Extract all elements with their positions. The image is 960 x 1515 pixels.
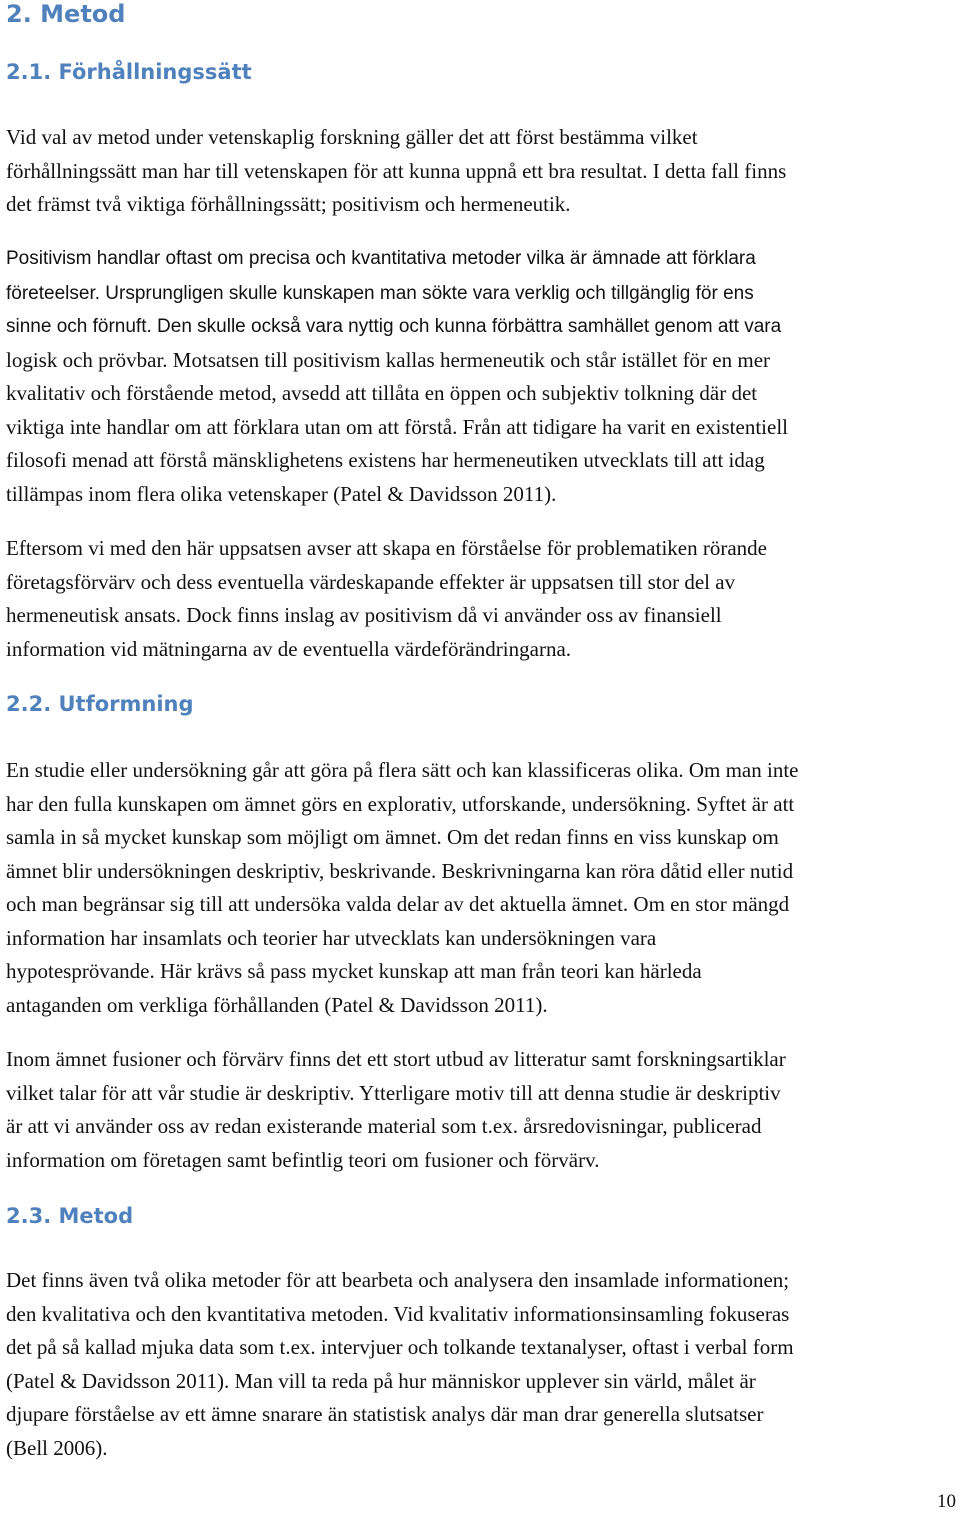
page-number: 10	[937, 1491, 956, 1512]
text-line: företagsförvärv och dess eventuella värdeskapande effekter är uppsatsen till stor del av	[6, 569, 736, 594]
text-line: Det finns även två olika metoder för att bearbeta och analysera den insamlade informationen;	[6, 1268, 790, 1292]
section-heading-metod: 2.3. Metod	[6, 1204, 134, 1228]
text-line: hermeneutisk ansats. Dock finns inslag av positivism då vi använder oss av finansiell	[6, 603, 722, 627]
chapter-heading: 2. Metod	[6, 0, 126, 28]
text-line: hypotesprövande. Här krävs så pass mycket kunskap att man från teori kan härleda	[6, 959, 702, 983]
paragraph	[6, 242, 956, 511]
text-line: (Bell 2006).	[6, 1435, 108, 1460]
text-line: har den fulla kunskapen om ämnet görs en explorativ, utforskande, undersökning. Syftet är att	[6, 791, 795, 816]
text-line: viktiga inte handlar om att förklara utan om att förstå. Från att tidigare ha varit en existentiell	[6, 414, 788, 439]
paragraph	[6, 532, 956, 666]
text-line: förhållningssätt man har till vetenskapen för att kunna uppnå ett bra resultat. I detta fall finns	[6, 158, 787, 183]
text-line: logisk och prövbar. Motsatsen till positivism kallas hermeneutik och står istället för en mer	[6, 347, 771, 372]
section-heading-utformning: 2.2. Utformning	[6, 692, 194, 716]
text-line: Positivism handlar oftast om precisa och kvantitativa metoder vilka är ämnade att förklara	[6, 248, 756, 269]
section-heading-forhallningssatt: 2.1. Förhållningssätt	[6, 60, 252, 84]
text-segment: företeelser. Ursprungligen skulle kunskapen man sökte vara verklig och tillgänglig för ens	[6, 282, 754, 304]
text-line: En studie eller undersökning går att göra på flera sätt och kan klassificeras olika. Om man inte	[6, 758, 799, 782]
text-line: den kvalitativa och den kvantitativa metoden. Vid kvalitativ informationsinsamling fokuseras	[6, 1301, 790, 1326]
text-line: det på så kallad mjuka data som t.ex. intervjuer och tolkande textanalyser, oftast i verbal form	[6, 1335, 794, 1359]
text-line: information om företagen samt befintlig teori om fusioner och förvärv.	[6, 1147, 600, 1172]
paragraph	[6, 754, 956, 1022]
text-line: information vid mätningarna av de eventuella värdeförändringarna.	[6, 636, 572, 661]
text-line: kvalitativ och förstående metod, avsedd att tillåta en öppen och subjektiv tolkning där det	[6, 381, 758, 405]
text-line: ämnet blir undersökningen deskriptiv, beskrivande. Beskrivningarna kan röra dåtid eller nutid	[6, 858, 794, 883]
text-line: vilket talar för att vår studie är deskriptiv. Ytterligare motiv till att denna studie är deskriptiv	[6, 1080, 781, 1105]
text-line: Eftersom vi med den här uppsatsen avser att skapa en förståelse för problematiken rörande	[6, 536, 767, 560]
text-line: och man begränsar sig till att undersöka valda delar av det aktuella ämnet. Om en stor mängd	[6, 892, 790, 916]
paragraph	[6, 1043, 956, 1177]
text-line: filosofi menad att förstå mänsklighetens existens har hermeneutiken utvecklats till att idag	[6, 448, 765, 472]
text-line: samla in så mycket kunskap som möjligt om ämnet. Om det redan finns en viss kunskap om	[6, 825, 779, 849]
text-line: antaganden om verkliga förhållanden (Patel & Davidsson 2011).	[6, 992, 548, 1017]
text-line: det främst två viktiga förhållningssätt; positivism och hermeneutik.	[6, 192, 571, 216]
text-line: Inom ämnet fusioner och förvärv finns det ett stort utbud av litteratur samt forskningsartiklar	[6, 1047, 786, 1071]
paragraph	[6, 1264, 956, 1465]
text-line: tillämpas inom flera olika vetenskaper (Patel & Davidsson 2011).	[6, 481, 557, 506]
text-line	[6, 276, 956, 311]
paragraph	[6, 121, 956, 222]
text-line: sinne och förnuft. Den skulle också vara nyttig och kunna förbättra samhället genom att vara	[6, 316, 782, 337]
text-line: information har insamlats och teorier har utvecklats kan undersökningen vara	[6, 925, 657, 950]
text-line: är att vi använder oss av redan existerande material som t.ex. årsredovisningar, publicerad	[6, 1114, 762, 1138]
text-line: Vid val av metod under vetenskaplig forskning gäller det att först bestämma vilket	[6, 125, 698, 149]
text-line: djupare förståelse av ett ämne snarare än statistisk analys där man drar generella slutsatser	[6, 1402, 764, 1426]
text-line: (Patel & Davidsson 2011). Man vill ta reda på hur människor upplever sin värld, målet är	[6, 1368, 756, 1393]
